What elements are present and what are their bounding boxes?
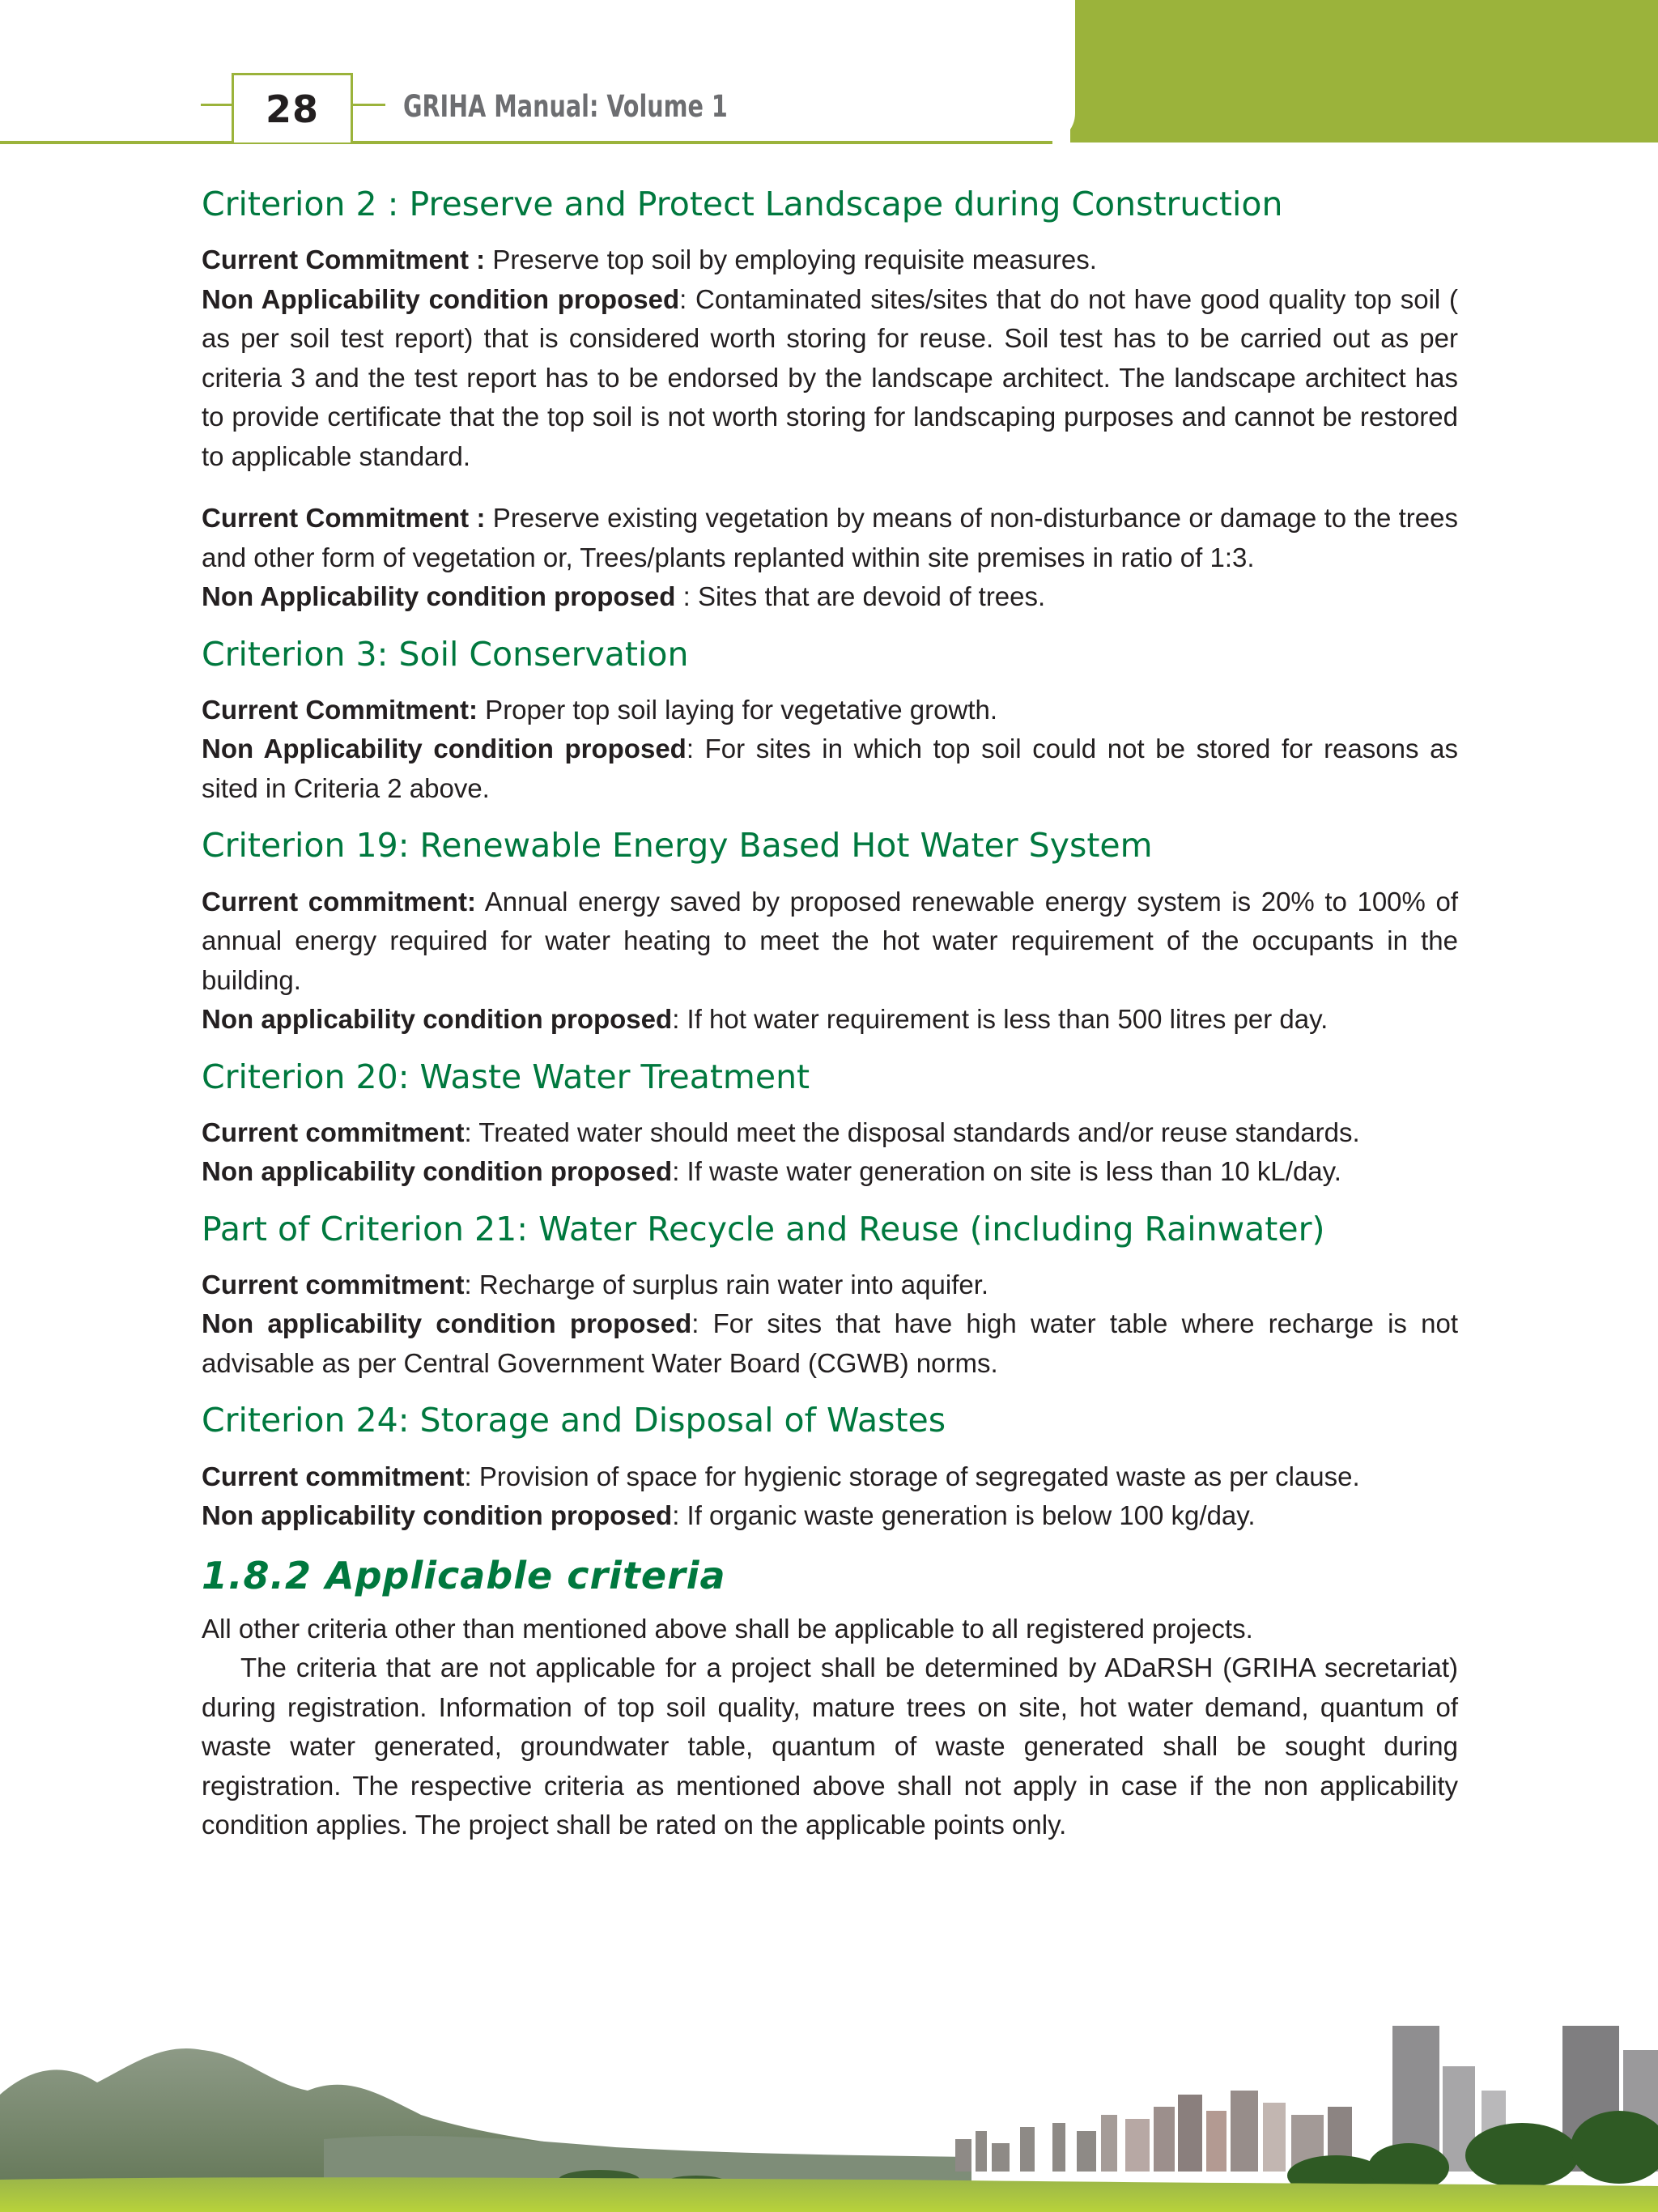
applicable-paragraph-1: All other criteria other than mentioned above shall be applicable to all registered projects. <box>202 1613 1253 1644</box>
section-criterion-20 <box>202 1057 1458 1192</box>
page-number-box <box>232 73 353 143</box>
non-applicability-text: : For sites that have high water table where recharge is not advisable as per Central Government Water Board (CGWB) norms. <box>202 1308 1458 1378</box>
non-applicability-label: Non applicability condition proposed <box>202 1004 673 1035</box>
non-applicability-text: : Sites that are devoid of trees. <box>675 581 1046 612</box>
non-applicability-paragraph <box>202 280 1458 477</box>
commitment-text: : Treated water should meet the disposal standards and/or reuse standards. <box>464 1117 1360 1147</box>
non-applicability-text: : If organic waste generation is below 100 kg/day. <box>672 1500 1256 1531</box>
commitment-paragraph <box>202 1113 1458 1153</box>
section-criterion-21 <box>202 1210 1458 1384</box>
commitment-paragraph <box>202 499 1458 577</box>
commitment-text: Proper top soil laying for vegetative growth. <box>478 694 998 725</box>
non-applicability-label: Non applicability condition proposed <box>202 1308 692 1339</box>
commitment-label: Current Commitment : <box>202 245 486 275</box>
section-criterion-19 <box>202 826 1458 1039</box>
commitment-label: Current Commitment: <box>202 694 478 725</box>
commitment-label: Current Commitment : <box>202 503 486 534</box>
non-applicability-label: Non Applicability condition proposed <box>202 734 687 764</box>
commitment-paragraph <box>202 1266 1458 1305</box>
non-applicability-paragraph <box>202 1304 1458 1383</box>
commitment-label: Current commitment <box>202 1269 465 1300</box>
section-criterion-24 <box>202 1401 1458 1535</box>
commitment-text: Preserve top soil by employing requisite measures. <box>485 245 1097 275</box>
page-content <box>202 185 1458 1845</box>
non-applicability-text: : If hot water requirement is less than 500 litres per day. <box>672 1004 1329 1035</box>
section-heading: Criterion 19: Renewable Energy Based Hot Water System <box>202 826 1153 866</box>
non-applicability-label: Non Applicability condition proposed <box>202 283 680 314</box>
section-applicable-criteria <box>202 1554 1458 1845</box>
non-applicability-text: : For sites in which top soil could not be stored for reasons as sited in Criteria 2 above. <box>202 734 1458 803</box>
subsection-heading: 1.8.2 Applicable criteria <box>202 1553 726 1597</box>
commitment-label: Current commitment <box>202 1461 465 1491</box>
commitment-text: : Provision of space for hygienic storage of segregated waste as per clause. <box>464 1461 1360 1491</box>
applicable-paragraph-2: The criteria that are not applicable for a project shall be determined by ADaRSH (GRIHA secretariat) during registration. Information of top soil quality, mature trees on site, hot water demand, quantum of waste water generated, groundwater table, quantum of waste generated shall be sought during registration. The respective criteria as mentioned above shall not apply in case if the non applicability condition applies. The project shall be rated on the applicable points only. <box>202 1653 1458 1840</box>
header-rule-mid <box>353 104 385 106</box>
section-heading: Criterion 20: Waste Water Treatment <box>202 1057 810 1096</box>
non-applicability-paragraph <box>202 1496 1458 1536</box>
section-criterion-2 <box>202 185 1458 617</box>
non-applicability-text: : If waste water generation on site is less than 10 kL/day. <box>672 1156 1341 1187</box>
commitment-text: Preserve existing vegetation by means of non-disturbance or damage to the trees and other form of vegetation or, Trees/plants replanted within site premises in ratio of 1:3. <box>202 503 1458 572</box>
header-rule-left <box>201 104 232 106</box>
commitment-text: : Recharge of surplus rain water into aquifer. <box>464 1269 989 1300</box>
non-applicability-label: Non applicability condition proposed <box>202 1156 673 1187</box>
section-heading: Criterion 2 : Preserve and Protect Landscape during Construction <box>202 185 1283 223</box>
section-heading: Criterion 24: Storage and Disposal of Wastes <box>202 1401 946 1440</box>
section-heading: Criterion 3: Soil Conservation <box>202 634 689 674</box>
non-applicability-paragraph <box>202 577 1458 617</box>
commitment-paragraph <box>202 691 1458 730</box>
non-applicability-paragraph <box>202 1152 1458 1192</box>
commitment-paragraph <box>202 1457 1458 1497</box>
commitment-text: Annual energy saved by proposed renewable energy system is 20% to 100% of annual energy required for water heating to meet the hot water requirement of the occupants in the building. <box>202 886 1458 995</box>
commitment-label: Current commitment: <box>202 886 476 917</box>
commitment-paragraph <box>202 240 1458 280</box>
non-applicability-paragraph <box>202 730 1458 808</box>
non-applicability-label: Non applicability condition proposed <box>202 1500 673 1531</box>
header-green-corner <box>1070 0 1658 143</box>
page-number: 28 <box>265 87 319 131</box>
non-applicability-label: Non Applicability condition proposed <box>202 581 676 612</box>
header-rule <box>0 141 1052 144</box>
section-heading: Part of Criterion 21: Water Recycle and Reuse (including Rainwater) <box>202 1209 1325 1249</box>
commitment-paragraph <box>202 883 1458 1001</box>
running-title: GRIHA Manual: Volume 1 <box>403 89 728 124</box>
section-criterion-3 <box>202 635 1458 809</box>
landscape-banner-image <box>0 2018 1658 2212</box>
non-applicability-text: : Contaminated sites/sites that do not have good quality top soil ( as per soil test report) that is considered worth storing for reuse. Soil test has to be carried out as per criteria 3 and the test report has to be endorsed by the landscape architect. The landscape architect has to provide certificate that the top soil is not worth storing for landscaping purposes and cannot be restored to applicable standard. <box>202 283 1458 471</box>
commitment-label: Current commitment <box>202 1117 465 1147</box>
non-applicability-paragraph <box>202 1000 1458 1040</box>
